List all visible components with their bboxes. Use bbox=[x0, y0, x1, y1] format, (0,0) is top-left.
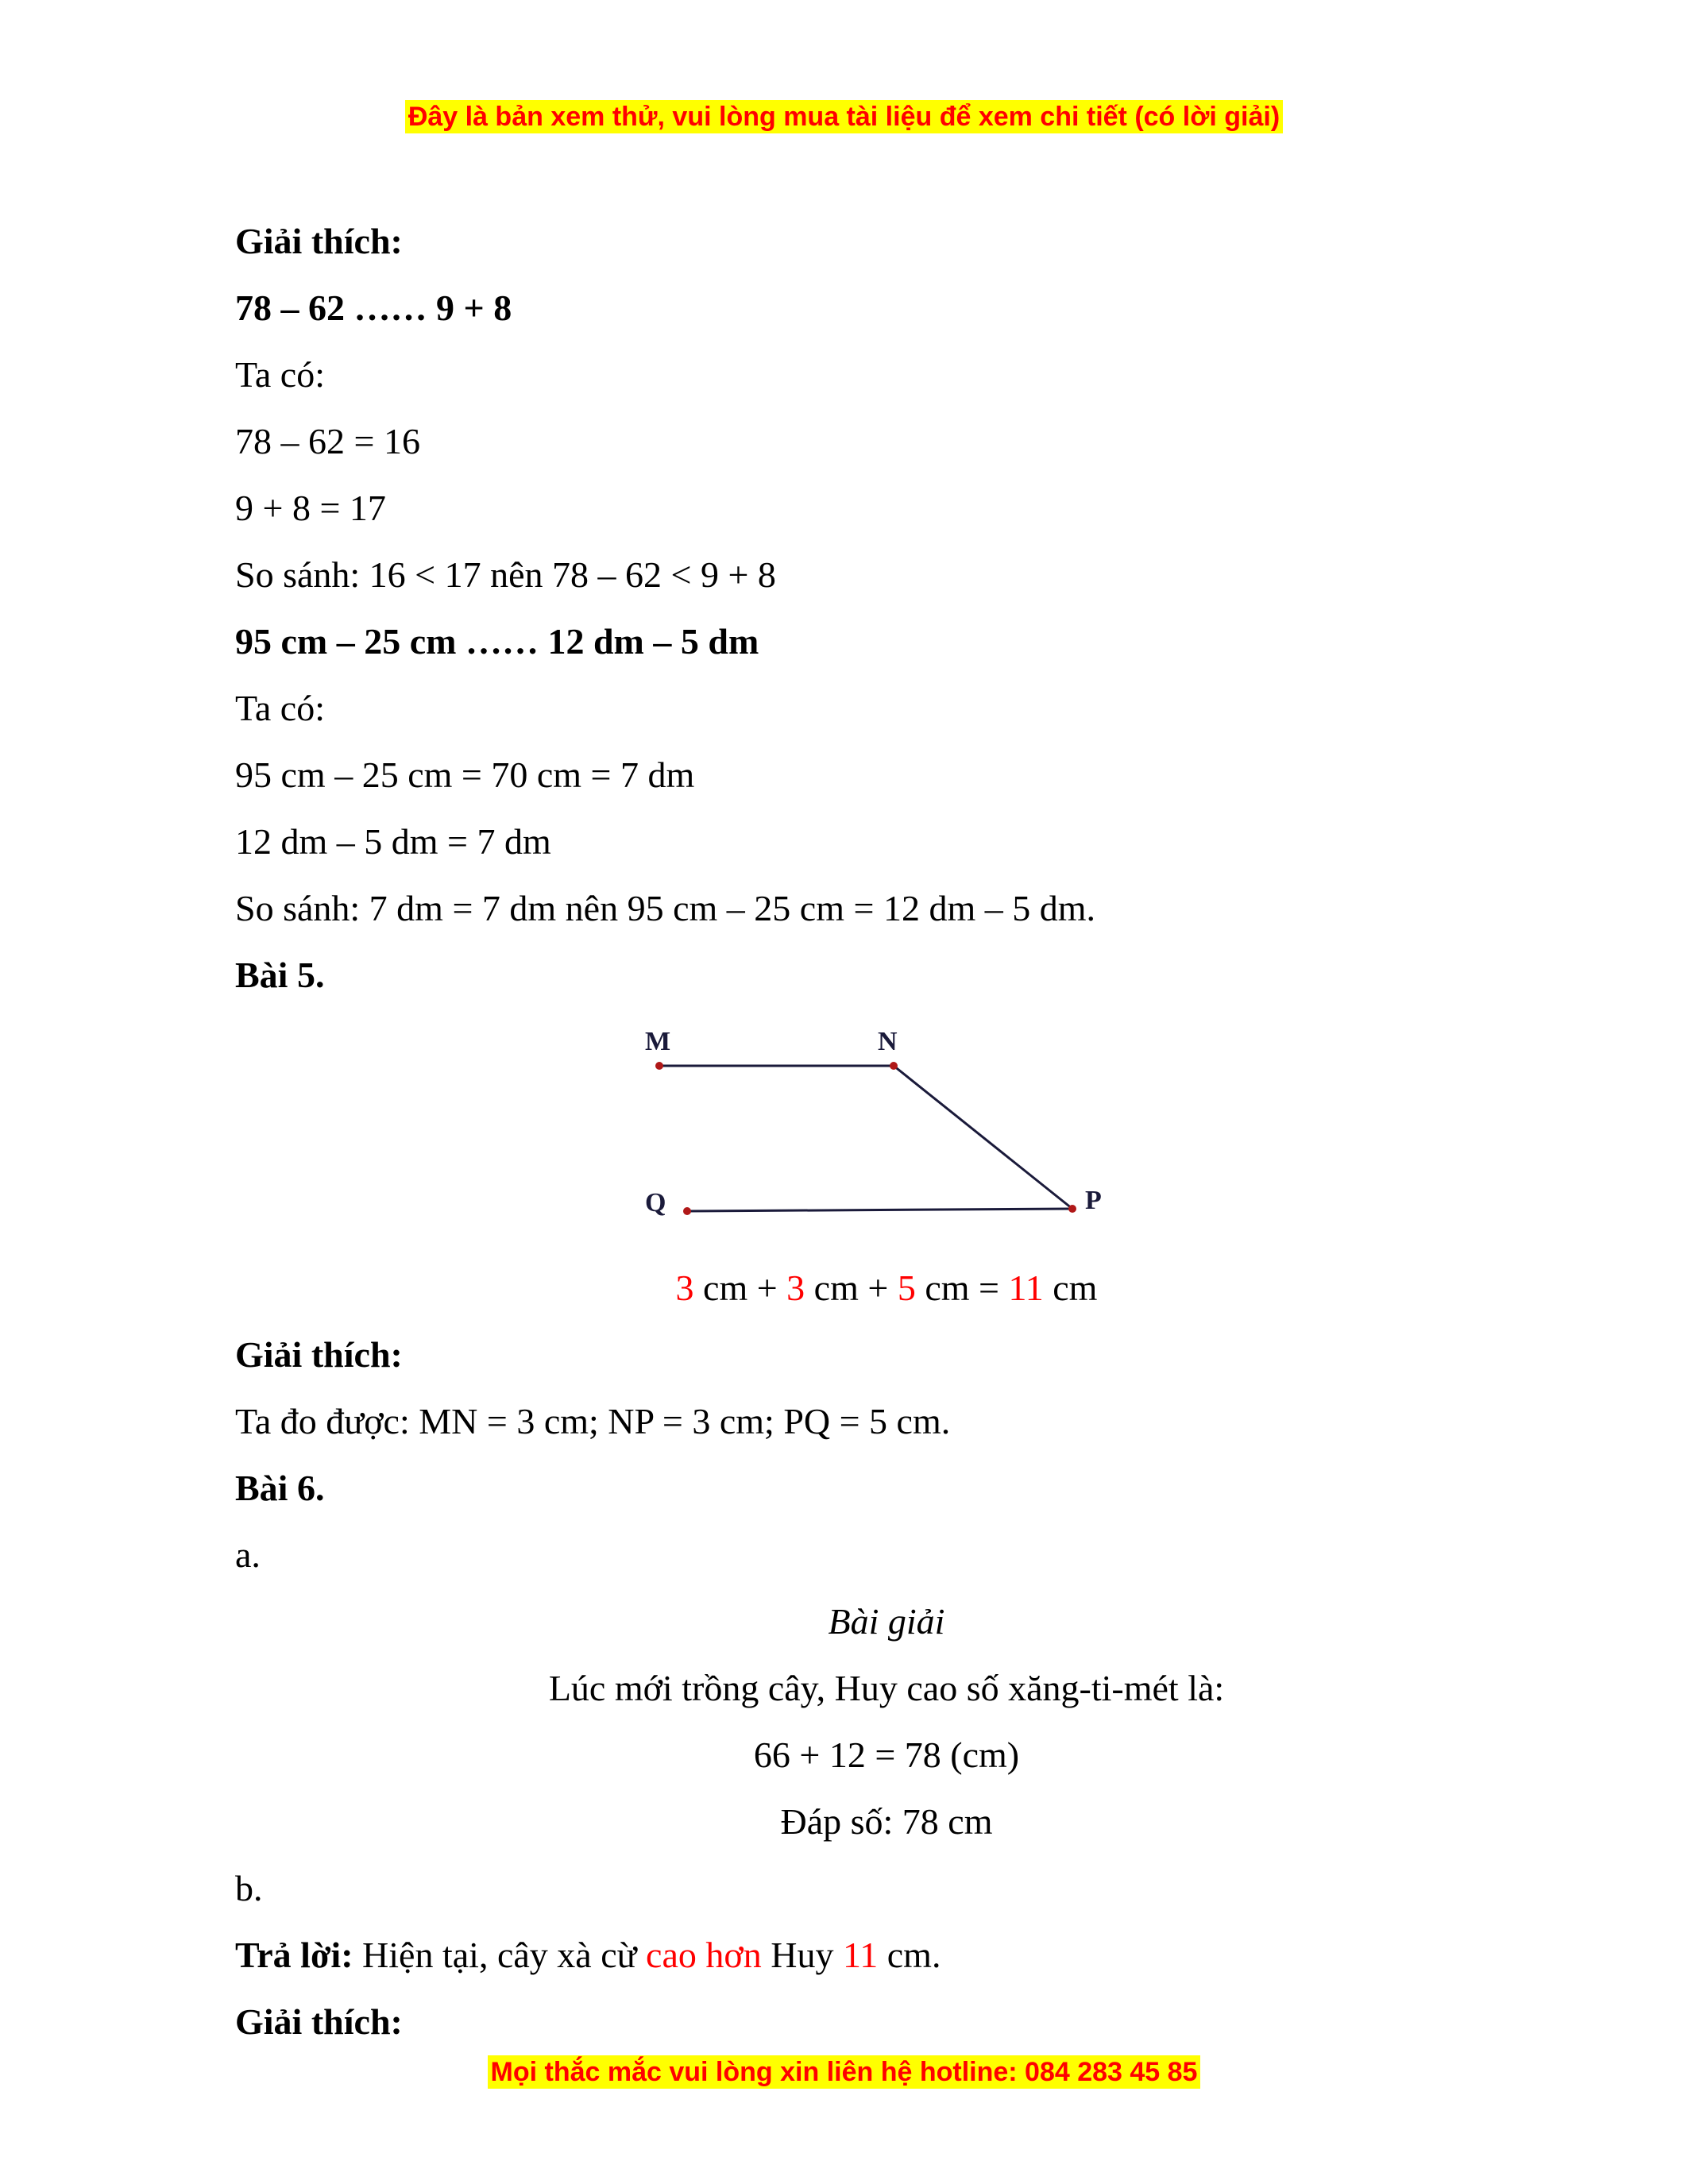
segment-np bbox=[894, 1066, 1072, 1209]
text-line: Ta có: bbox=[235, 354, 326, 395]
equation-text: cm bbox=[1043, 1268, 1098, 1308]
answer-text: cm. bbox=[878, 1935, 941, 1975]
length-pq: 5 bbox=[897, 1268, 916, 1308]
solution-title: Bài giải bbox=[828, 1601, 945, 1642]
section-heading: Giải thích: bbox=[235, 221, 403, 261]
answer-label: Trả lời: bbox=[235, 1935, 353, 1975]
section-heading: Giải thích: bbox=[235, 2001, 403, 2042]
problem-statement: 95 cm – 25 cm …… 12 dm – 5 dm bbox=[235, 621, 759, 662]
answer-text: Huy bbox=[761, 1935, 843, 1975]
part-label: a. bbox=[235, 1534, 261, 1575]
preview-banner-text: Đây là bản xem thử, vui lòng mua tài liệu để xem chi tiết (có lời giải) bbox=[405, 100, 1283, 133]
equation-text: cm = bbox=[915, 1268, 1009, 1308]
solution-calculation: 66 + 12 = 78 (cm) bbox=[753, 1734, 1020, 1775]
point-n bbox=[890, 1062, 898, 1070]
label-n: N bbox=[878, 1027, 898, 1056]
exercise-heading: Bài 6. bbox=[235, 1468, 325, 1508]
text-line: So sánh: 7 dm = 7 dm nên 95 cm – 25 cm = 12 dm – 5 dm. bbox=[235, 888, 1095, 928]
broken-line-diagram bbox=[628, 1009, 1120, 1239]
equation-text: cm + bbox=[805, 1268, 898, 1308]
label-m: M bbox=[645, 1027, 671, 1056]
preview-banner bbox=[0, 102, 1688, 133]
section-heading: Giải thích: bbox=[235, 1334, 403, 1375]
point-q bbox=[683, 1207, 691, 1215]
geometry-figure bbox=[235, 1009, 1538, 1255]
answer-text: Hiện tại, cây xà cừ bbox=[353, 1935, 647, 1975]
problem-statement: 78 – 62 …… 9 + 8 bbox=[235, 287, 512, 328]
measurement-equation bbox=[235, 1255, 1538, 1322]
solution-line: Lúc mới trồng cây, Huy cao số xăng-ti-mét là: bbox=[548, 1668, 1225, 1708]
label-q: Q bbox=[645, 1188, 666, 1217]
answer-difference: 11 bbox=[842, 1935, 879, 1975]
text-line: Ta có: bbox=[235, 688, 326, 728]
equation-text: cm + bbox=[693, 1268, 787, 1308]
total-length: 11 bbox=[1008, 1268, 1044, 1308]
answer-line bbox=[235, 1922, 1538, 1989]
document-body bbox=[235, 208, 1538, 2055]
text-line: 9 + 8 = 17 bbox=[235, 488, 386, 528]
solution-answer: Đáp số: 78 cm bbox=[780, 1801, 993, 1842]
point-p bbox=[1068, 1205, 1076, 1213]
part-label: b. bbox=[235, 1868, 263, 1908]
segment-pq bbox=[687, 1209, 1072, 1211]
text-line: 95 cm – 25 cm = 70 cm = 7 dm bbox=[235, 754, 695, 795]
length-np: 3 bbox=[786, 1268, 805, 1308]
label-p: P bbox=[1085, 1186, 1102, 1215]
answer-comparison: cao hơn bbox=[646, 1935, 762, 1975]
exercise-heading: Bài 5. bbox=[235, 955, 325, 995]
hotline-banner-text: Mọi thắc mắc vui lòng xin liên hệ hotline: 084 283 45 85 bbox=[488, 2055, 1201, 2089]
text-line: 78 – 62 = 16 bbox=[235, 421, 420, 461]
hotline-banner bbox=[0, 2057, 1688, 2088]
text-line: 12 dm – 5 dm = 7 dm bbox=[235, 821, 551, 862]
text-line: So sánh: 16 < 17 nên 78 – 62 < 9 + 8 bbox=[235, 554, 776, 595]
length-mn: 3 bbox=[675, 1268, 694, 1308]
text-line: Ta đo được: MN = 3 cm; NP = 3 cm; PQ = 5 cm. bbox=[235, 1401, 951, 1441]
point-m bbox=[655, 1062, 663, 1070]
